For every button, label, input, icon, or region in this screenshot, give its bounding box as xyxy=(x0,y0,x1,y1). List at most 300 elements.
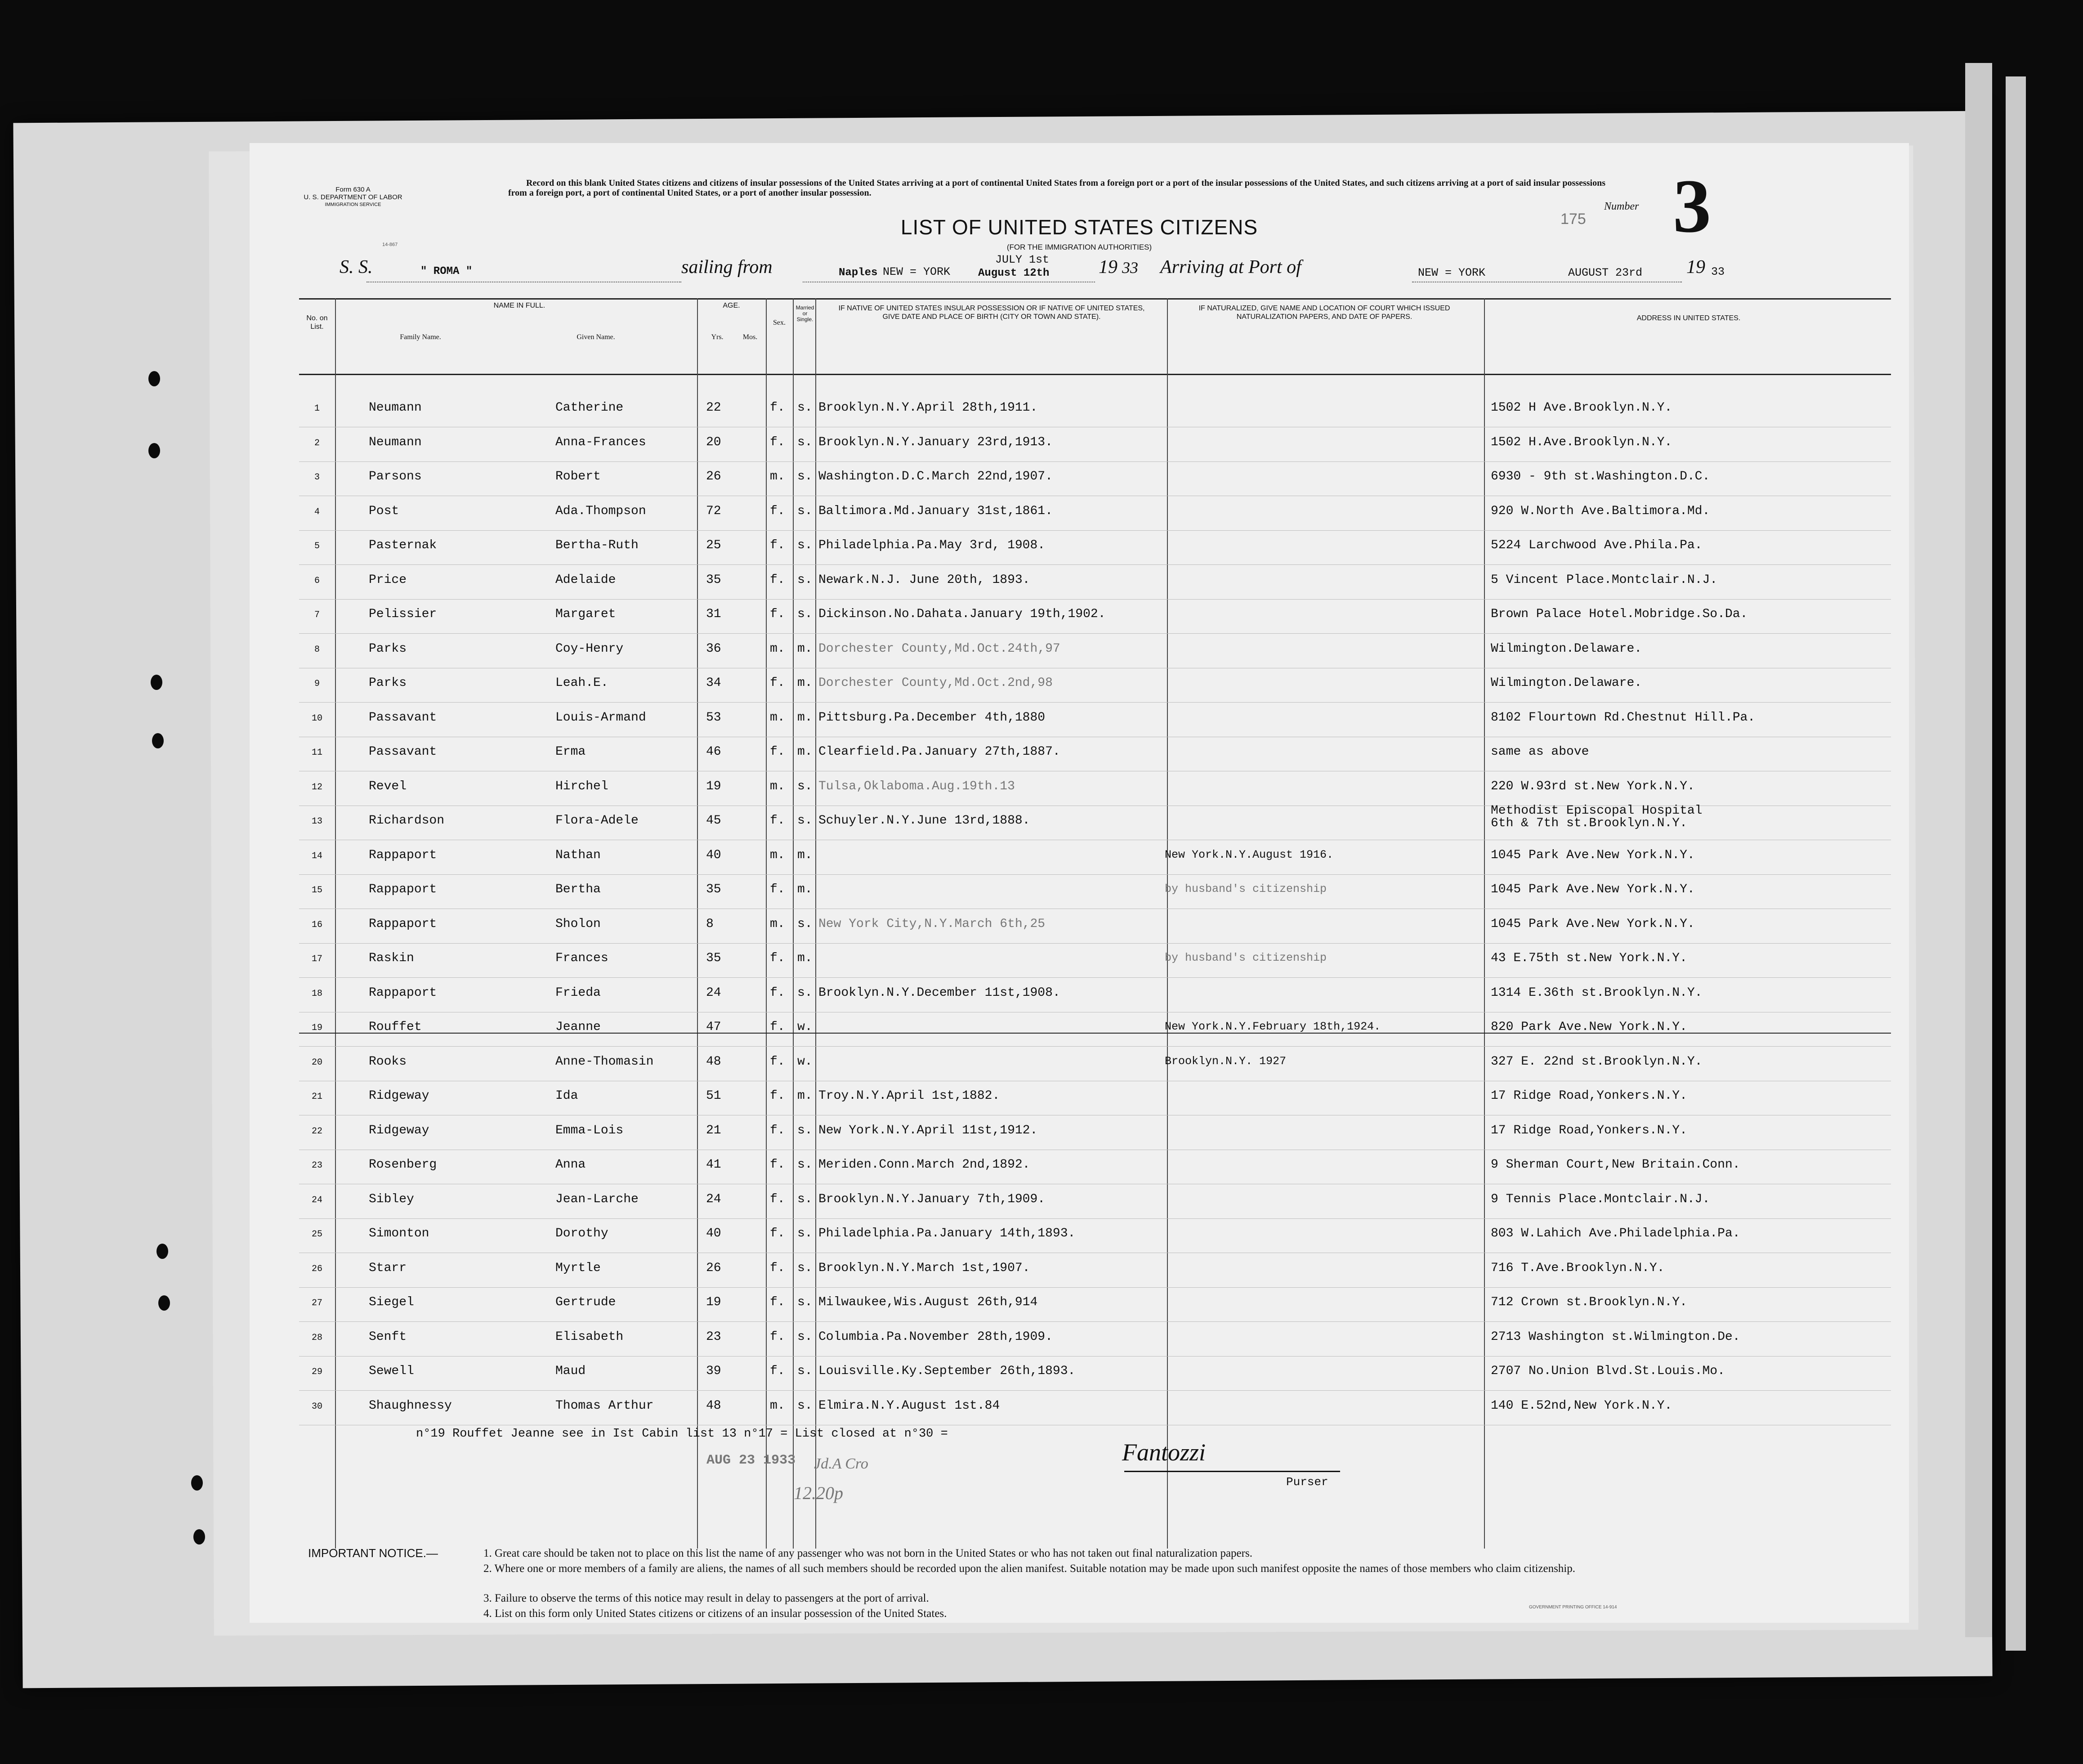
header-name-in-full: NAME IN FULL. xyxy=(493,302,545,309)
age: 19 xyxy=(706,779,721,793)
age: 22 xyxy=(706,401,721,415)
age: 24 xyxy=(706,1192,721,1206)
table-row xyxy=(250,879,1909,910)
birth-place-date: Brooklyn.N.Y.March 1st,1907. xyxy=(818,1261,1030,1275)
row-rule xyxy=(299,874,1891,875)
row-number: 24 xyxy=(311,1195,322,1205)
marital-status: s. xyxy=(797,1227,813,1240)
family-name: Rappaport xyxy=(369,985,437,1000)
family-name: Senft xyxy=(369,1330,407,1344)
given-name: Adelaide xyxy=(555,573,616,587)
sex: m. xyxy=(770,710,785,725)
row-number: 11 xyxy=(311,748,322,758)
punch-hole xyxy=(148,443,160,458)
birth-place-date: Dickinson.No.Dahata.January 19th,1902. xyxy=(818,607,1106,621)
family-name: Ridgeway xyxy=(369,1123,429,1137)
sex: f. xyxy=(770,1089,785,1103)
port-of-departure-stamp: Naples xyxy=(839,267,878,279)
marital-status: m. xyxy=(797,745,813,759)
row-number: 30 xyxy=(311,1401,322,1412)
birth-place-date: Meriden.Conn.March 2nd,1892. xyxy=(818,1158,1030,1172)
given-name: Robert xyxy=(555,470,601,484)
birth-place-date: Philadelphia.Pa.January 14th,1893. xyxy=(818,1227,1076,1240)
table-row xyxy=(250,1189,1909,1220)
marital-status: s. xyxy=(797,504,813,518)
naturalization: New York.N.Y.February 18th,1924. xyxy=(1165,1020,1381,1033)
age: 8 xyxy=(706,917,714,931)
row-number: 29 xyxy=(311,1367,322,1377)
number-label: Number xyxy=(1604,201,1639,212)
family-name: Price xyxy=(369,573,407,587)
family-name: Parsons xyxy=(369,470,422,484)
row-rule xyxy=(299,599,1891,600)
header-years: Yrs. xyxy=(711,333,724,341)
age: 26 xyxy=(706,470,721,484)
row-number: 15 xyxy=(311,885,322,895)
marital-status: s. xyxy=(797,435,813,449)
table-row xyxy=(250,501,1909,532)
us-address: Wilmington.Delaware. xyxy=(1491,641,1642,656)
given-name: Sholon xyxy=(555,917,601,931)
strike-through-line xyxy=(299,1033,1891,1034)
us-address: Methodist Episcopal Hospital xyxy=(1491,804,1703,818)
sex: m. xyxy=(770,779,785,793)
page-subtitle: (FOR THE IMMIGRATION AUTHORITIES) xyxy=(1006,243,1152,251)
sex: f. xyxy=(770,1158,785,1172)
sex: f. xyxy=(770,882,785,896)
given-name: Hirchel xyxy=(555,779,608,793)
pencil-annotation: Jd.A Cro xyxy=(814,1455,868,1472)
us-address: 17 Ridge Road,Yonkers.N.Y. xyxy=(1491,1089,1687,1103)
us-address: 9 Tennis Place.Montclair.N.J. xyxy=(1491,1192,1710,1206)
marital-status: s. xyxy=(797,470,813,484)
notice-item: 4. List on this form only United States citizens or citizens of an insular possession of the United States. xyxy=(483,1607,947,1620)
family-name: Richardson xyxy=(369,814,445,828)
family-name: Shaughnessy xyxy=(369,1398,452,1413)
age: 53 xyxy=(706,710,721,725)
family-name: Passavant xyxy=(369,745,437,759)
punch-hole xyxy=(156,1244,168,1259)
given-name: Ada.Thompson xyxy=(555,504,646,518)
ss-label: S. S. xyxy=(340,257,373,278)
birth-place-date: Elmira.N.Y.August 1st.84 xyxy=(818,1398,1000,1413)
marital-status: s. xyxy=(797,1364,813,1378)
birth-place-date: Baltimora.Md.January 31st,1861. xyxy=(818,504,1053,518)
marital-status: s. xyxy=(797,1295,813,1309)
sex: f. xyxy=(770,814,785,828)
age: 25 xyxy=(706,538,721,552)
arrival-date: AUGUST 23rd xyxy=(1568,266,1643,279)
given-name: Coy-Henry xyxy=(555,641,624,656)
right-edge-strip-2 xyxy=(2006,76,2026,1651)
header-age: AGE. xyxy=(723,302,740,309)
sex: m. xyxy=(770,1398,785,1413)
marital-status: s. xyxy=(797,1261,813,1275)
row-number: 4 xyxy=(314,506,320,517)
family-name: Passavant xyxy=(369,710,437,725)
marital-status: s. xyxy=(797,573,813,587)
marital-status: s. xyxy=(797,538,813,552)
us-address: 1502 H Ave.Brooklyn.N.Y. xyxy=(1491,401,1672,415)
naturalization: by husband's citizenship xyxy=(1165,951,1327,964)
given-name: Jean-Larche xyxy=(555,1192,639,1206)
row-number: 17 xyxy=(311,954,322,964)
row-number: 1 xyxy=(314,403,320,414)
header-married-single: Married or Single. xyxy=(796,304,814,322)
row-number: 7 xyxy=(314,610,320,620)
sex: f. xyxy=(770,745,785,759)
birth-place-date: Newark.N.J. June 20th, 1893. xyxy=(818,573,1030,587)
age: 26 xyxy=(706,1261,721,1275)
sex: f. xyxy=(770,401,785,415)
sex: f. xyxy=(770,1020,785,1034)
row-number: 2 xyxy=(314,438,320,448)
row-number: 10 xyxy=(311,713,322,724)
sex: f. xyxy=(770,538,785,552)
sex: f. xyxy=(770,676,785,690)
header-address: ADDRESS IN UNITED STATES. xyxy=(1636,314,1741,322)
family-name: Parks xyxy=(369,676,407,690)
marital-status: s. xyxy=(797,985,813,1000)
table-row xyxy=(250,672,1909,704)
family-name: Sewell xyxy=(369,1364,414,1378)
birth-place-date: Pittsburg.Pa.December 4th,1880 xyxy=(818,710,1046,725)
punch-hole xyxy=(193,1529,205,1545)
table-row xyxy=(250,948,1909,979)
list-number: 175 xyxy=(1560,210,1586,228)
table-row xyxy=(250,776,1909,807)
row-number: 27 xyxy=(311,1298,322,1308)
table-row xyxy=(250,1016,1909,1048)
age: 19 xyxy=(706,1295,721,1309)
age: 36 xyxy=(706,641,721,656)
given-name: Bertha xyxy=(555,882,601,896)
us-address: 43 E.75th st.New York.N.Y. xyxy=(1491,951,1687,965)
marital-status: s. xyxy=(797,1123,813,1137)
marital-status: m. xyxy=(797,951,813,965)
us-address: 220 W.93rd st.New York.N.Y. xyxy=(1491,779,1695,793)
given-name: Frieda xyxy=(555,985,601,1000)
row-number: 6 xyxy=(314,575,320,586)
row-rule xyxy=(299,1218,1891,1219)
us-address: Wilmington.Delaware. xyxy=(1491,676,1642,690)
birth-place-date: Dorchester County,Md.Oct.2nd,98 xyxy=(818,676,1053,690)
family-name: Rosenberg xyxy=(369,1158,437,1172)
us-address: 803 W.Lahich Ave.Philadelphia.Pa. xyxy=(1491,1227,1740,1240)
given-name: Gertrude xyxy=(555,1295,616,1309)
age: 35 xyxy=(706,951,721,965)
sailing-from-label: sailing from xyxy=(681,257,773,278)
table-row xyxy=(250,1395,1909,1427)
family-name: Sibley xyxy=(369,1192,414,1206)
sex: f. xyxy=(770,504,785,518)
age: 72 xyxy=(706,504,721,518)
birth-place-date: New York.N.Y.April 11st,1912. xyxy=(818,1123,1038,1137)
notice-item: 3. Failure to observe the terms of this notice may result in delay to passengers at the port of arrival. xyxy=(483,1592,929,1604)
given-name: Flora-Adele xyxy=(555,814,639,828)
service-name: IMMIGRATION SERVICE xyxy=(325,202,381,207)
birth-place-date: Milwaukee,Wis.August 26th,914 xyxy=(818,1295,1038,1309)
us-address-line-2: 6th & 7th st.Brooklyn.N.Y. xyxy=(1491,816,1687,830)
sex: f. xyxy=(770,1330,785,1344)
table-row xyxy=(250,982,1909,1014)
form-code: 14-867 xyxy=(382,242,398,247)
family-name: Rappaport xyxy=(369,917,437,931)
given-name: Anne-Thomasin xyxy=(555,1054,654,1069)
us-address: 17 Ridge Road,Yonkers.N.Y. xyxy=(1491,1123,1687,1137)
table-row xyxy=(250,1154,1909,1186)
birth-place-date: Schuyler.N.Y.June 13rd,1888. xyxy=(818,814,1030,828)
row-rule xyxy=(299,633,1891,634)
row-rule xyxy=(299,1356,1891,1357)
age: 48 xyxy=(706,1054,721,1069)
us-address: 140 E.52nd,New York.N.Y. xyxy=(1491,1398,1672,1413)
table-row xyxy=(250,804,1909,842)
given-name: Margaret xyxy=(555,607,616,621)
table-row xyxy=(250,1258,1909,1289)
port-of-arrival: NEW = YORK xyxy=(1418,266,1486,279)
table-row xyxy=(250,1292,1909,1323)
notice-heading: IMPORTANT NOTICE.— xyxy=(308,1546,438,1560)
birth-place-date: Brooklyn.N.Y.December 11st,1908. xyxy=(818,985,1060,1000)
purser-label: Purser xyxy=(1286,1475,1328,1489)
marital-status: m. xyxy=(797,676,813,690)
age: 40 xyxy=(706,1227,721,1240)
signature-line xyxy=(1124,1471,1340,1472)
form-number: Form 630 A xyxy=(335,186,371,193)
marital-status: w. xyxy=(797,1054,813,1069)
birth-place-date: Philadelphia.Pa.May 3rd, 1908. xyxy=(818,538,1046,552)
sex: f. xyxy=(770,1227,785,1240)
age: 35 xyxy=(706,573,721,587)
family-name: Starr xyxy=(369,1261,407,1275)
us-address: 716 T.Ave.Brooklyn.N.Y. xyxy=(1491,1261,1665,1275)
table-row xyxy=(250,741,1909,773)
marital-status: s. xyxy=(797,814,813,828)
birth-place-date: Columbia.Pa.November 28th,1909. xyxy=(818,1330,1053,1344)
birth-place-date: Troy.N.Y.April 1st,1882. xyxy=(818,1089,1000,1103)
table-row xyxy=(250,638,1909,670)
header-given-name: Given Name. xyxy=(577,333,615,341)
family-name: Parks xyxy=(369,641,407,656)
naturalization: New York.N.Y.August 1916. xyxy=(1165,848,1334,861)
row-number: 21 xyxy=(311,1092,322,1102)
sex: f. xyxy=(770,1054,785,1069)
row-rule xyxy=(299,977,1891,978)
sex: f. xyxy=(770,951,785,965)
notice-item: 1. Great care should be taken not to place on this list the name of any passenger who was not born in the United States or who has not taken out final naturalization papers. xyxy=(483,1547,1252,1559)
table-row xyxy=(250,397,1909,429)
row-number: 26 xyxy=(311,1263,322,1274)
row-rule xyxy=(299,564,1891,565)
given-name: Dorothy xyxy=(555,1227,608,1240)
row-number: 3 xyxy=(314,472,320,483)
family-name: Pasternak xyxy=(369,538,437,552)
family-name: Neumann xyxy=(369,435,422,449)
row-rule xyxy=(299,1046,1891,1047)
sex: f. xyxy=(770,985,785,1000)
sex: m. xyxy=(770,848,785,862)
table-row xyxy=(250,604,1909,635)
header-naturalized: IF NATURALIZED, GIVE NAME AND LOCATION OF COURT WHICH ISSUED NATURALIZATION PAPERS, AND DATE OF PAPERS. xyxy=(1198,304,1450,321)
age: 34 xyxy=(706,676,721,690)
us-address: 327 E. 22nd st.Brooklyn.N.Y. xyxy=(1491,1054,1703,1069)
sex: f. xyxy=(770,1192,785,1206)
given-name: Anna xyxy=(555,1158,586,1172)
given-name: Emma-Lois xyxy=(555,1123,624,1137)
table-row xyxy=(250,1085,1909,1117)
marital-status: s. xyxy=(797,401,813,415)
birth-place-date: Brooklyn.N.Y.April 28th,1911. xyxy=(818,401,1038,415)
department-name: U. S. DEPARTMENT OF LABOR xyxy=(304,193,402,201)
age: 51 xyxy=(706,1089,721,1103)
us-address: 9 Sherman Court,New Britain.Conn. xyxy=(1491,1158,1740,1172)
age: 40 xyxy=(706,848,721,862)
sex: f. xyxy=(770,1364,785,1378)
departure-date-stamp: August 12th xyxy=(978,267,1050,279)
age: 41 xyxy=(706,1158,721,1172)
row-rule xyxy=(299,1321,1891,1322)
family-name: Rappaport xyxy=(369,848,437,862)
us-address: 5 Vincent Place.Montclair.N.J. xyxy=(1491,573,1718,587)
age: 21 xyxy=(706,1123,721,1137)
us-address: 2713 Washington st.Wilmington.De. xyxy=(1491,1330,1740,1344)
row-number: 23 xyxy=(311,1160,322,1171)
sex: m. xyxy=(770,641,785,656)
arrival-year-prefix: 19 xyxy=(1686,257,1705,278)
table-row xyxy=(250,913,1909,945)
given-name: Louis-Armand xyxy=(555,710,646,725)
header-sex: Sex. xyxy=(773,319,786,327)
row-rule xyxy=(299,461,1891,462)
date-stamp: AUG 23 1933 xyxy=(706,1453,796,1468)
row-rule xyxy=(299,943,1891,944)
given-name: Nathan xyxy=(555,848,601,862)
sex: f. xyxy=(770,1123,785,1137)
table-row xyxy=(250,1223,1909,1254)
sheet-number: 3 xyxy=(1673,164,1711,248)
marital-status: s. xyxy=(797,1158,813,1172)
punch-hole xyxy=(158,1295,170,1311)
birth-place-date: Brooklyn.N.Y.January 7th,1909. xyxy=(818,1192,1046,1206)
row-number: 18 xyxy=(311,988,322,999)
notice-item: 2. Where one or more members of a family are aliens, the names of all such members should be recorded upon the alien manifest. Suitable notation may be made upon such manifest opposite the names of those members who claim citizenship. xyxy=(483,1563,1576,1575)
family-name: Pelissier xyxy=(369,607,437,621)
given-name: Erma xyxy=(555,745,586,759)
purser-signature: Fantozzi xyxy=(1122,1439,1206,1466)
sex: m. xyxy=(770,917,785,931)
form-identifier xyxy=(299,186,407,209)
table-row xyxy=(250,845,1909,876)
manifest-page xyxy=(250,143,1909,1623)
birth-place-date: Washington.D.C.March 22nd,1907. xyxy=(818,470,1053,484)
row-number: 19 xyxy=(311,1023,322,1033)
closing-note: n°19 Rouffet Jeanne see in Ist Cabin list 13 n°17 = List closed at n°30 = xyxy=(416,1427,948,1441)
punch-hole xyxy=(152,733,164,748)
row-number: 9 xyxy=(314,679,320,689)
us-address: 1045 Park Ave.New York.N.Y. xyxy=(1491,917,1695,931)
form-instructions: Record on this blank United States citizens and citizens of insular possessions of the United States arriving at a port of continental United States from a foreign port or a port of the insular possessions of the United States, and such citizens arriving at a port of said insular possessions from a foreign port, a port of continental United States, or a port of another insular possession. xyxy=(508,178,1605,198)
row-rule xyxy=(299,702,1891,703)
us-address: 1045 Park Ave.New York.N.Y. xyxy=(1491,848,1695,862)
table-row xyxy=(250,432,1909,463)
birth-place-date: Clearfield.Pa.January 27th,1887. xyxy=(818,745,1060,759)
age: 24 xyxy=(706,985,721,1000)
marital-status: s. xyxy=(797,607,813,621)
table-row xyxy=(250,569,1909,601)
marital-status: s. xyxy=(797,917,813,931)
given-name: Maud xyxy=(555,1364,586,1378)
us-address: 5224 Larchwood Ave.Phila.Pa. xyxy=(1491,538,1703,552)
given-name: Thomas Arthur xyxy=(555,1398,654,1413)
age: 45 xyxy=(706,814,721,828)
birth-place-date: Tulsa,Oklaboma.Aug.19th.13 xyxy=(818,779,1015,793)
age: 23 xyxy=(706,1330,721,1344)
family-name: Rouffet xyxy=(369,1020,422,1034)
right-edge-strip xyxy=(1965,63,1992,1637)
naturalization: by husband's citizenship xyxy=(1165,882,1327,895)
naturalization: Brooklyn.N.Y. 1927 xyxy=(1165,1054,1287,1068)
birth-place-date: Dorchester County,Md.Oct.24th,97 xyxy=(818,641,1060,656)
age: 31 xyxy=(706,607,721,621)
sex: f. xyxy=(770,435,785,449)
given-name: Catherine xyxy=(555,401,624,415)
marital-status: w. xyxy=(797,1020,813,1034)
sex: f. xyxy=(770,573,785,587)
row-number: 22 xyxy=(311,1126,322,1137)
given-name: Bertha-Ruth xyxy=(555,538,639,552)
sex: f. xyxy=(770,1261,785,1275)
marital-status: m. xyxy=(797,848,813,862)
us-address: 1502 H.Ave.Brooklyn.N.Y. xyxy=(1491,435,1672,449)
sex: m. xyxy=(770,470,785,484)
table-row xyxy=(250,707,1909,739)
us-address: 2707 No.Union Blvd.St.Louis.Mo. xyxy=(1491,1364,1725,1378)
marital-status: s. xyxy=(797,1192,813,1206)
row-number: 28 xyxy=(311,1332,322,1343)
pencil-annotation: 12.20p xyxy=(794,1483,843,1503)
family-name: Siegel xyxy=(369,1295,414,1309)
header-no: No. on List. xyxy=(306,314,328,331)
family-name: Rappaport xyxy=(369,882,437,896)
given-name: Frances xyxy=(555,951,608,965)
page-title: LIST OF UNITED STATES CITIZENS xyxy=(900,215,1258,239)
row-rule xyxy=(299,530,1891,531)
family-name: Raskin xyxy=(369,951,414,965)
header-months: Mos. xyxy=(742,333,758,341)
marital-status: m. xyxy=(797,1089,813,1103)
age: 35 xyxy=(706,882,721,896)
marital-status: s. xyxy=(797,779,813,793)
departure-year: 33 xyxy=(1122,259,1138,277)
table-row xyxy=(250,1051,1909,1083)
arrival-year: 33 xyxy=(1711,265,1725,278)
given-name: Leah.E. xyxy=(555,676,608,690)
birth-place-date: Brooklyn.N.Y.January 23rd,1913. xyxy=(818,435,1053,449)
family-name: Rooks xyxy=(369,1054,407,1069)
printing-office-mark: GOVERNMENT PRINTING OFFICE 14-914 xyxy=(1529,1605,1617,1610)
given-name: Jeanne xyxy=(555,1020,601,1034)
row-number: 20 xyxy=(311,1057,322,1068)
age: 47 xyxy=(706,1020,721,1034)
age: 39 xyxy=(706,1364,721,1378)
table-row xyxy=(250,466,1909,497)
table-row xyxy=(250,535,1909,566)
departure-year-prefix: 19 xyxy=(1099,257,1117,278)
family-name: Simonton xyxy=(369,1227,429,1240)
row-rule xyxy=(299,1390,1891,1391)
birth-place-date: New York City,N.Y.March 6th,25 xyxy=(818,917,1046,931)
